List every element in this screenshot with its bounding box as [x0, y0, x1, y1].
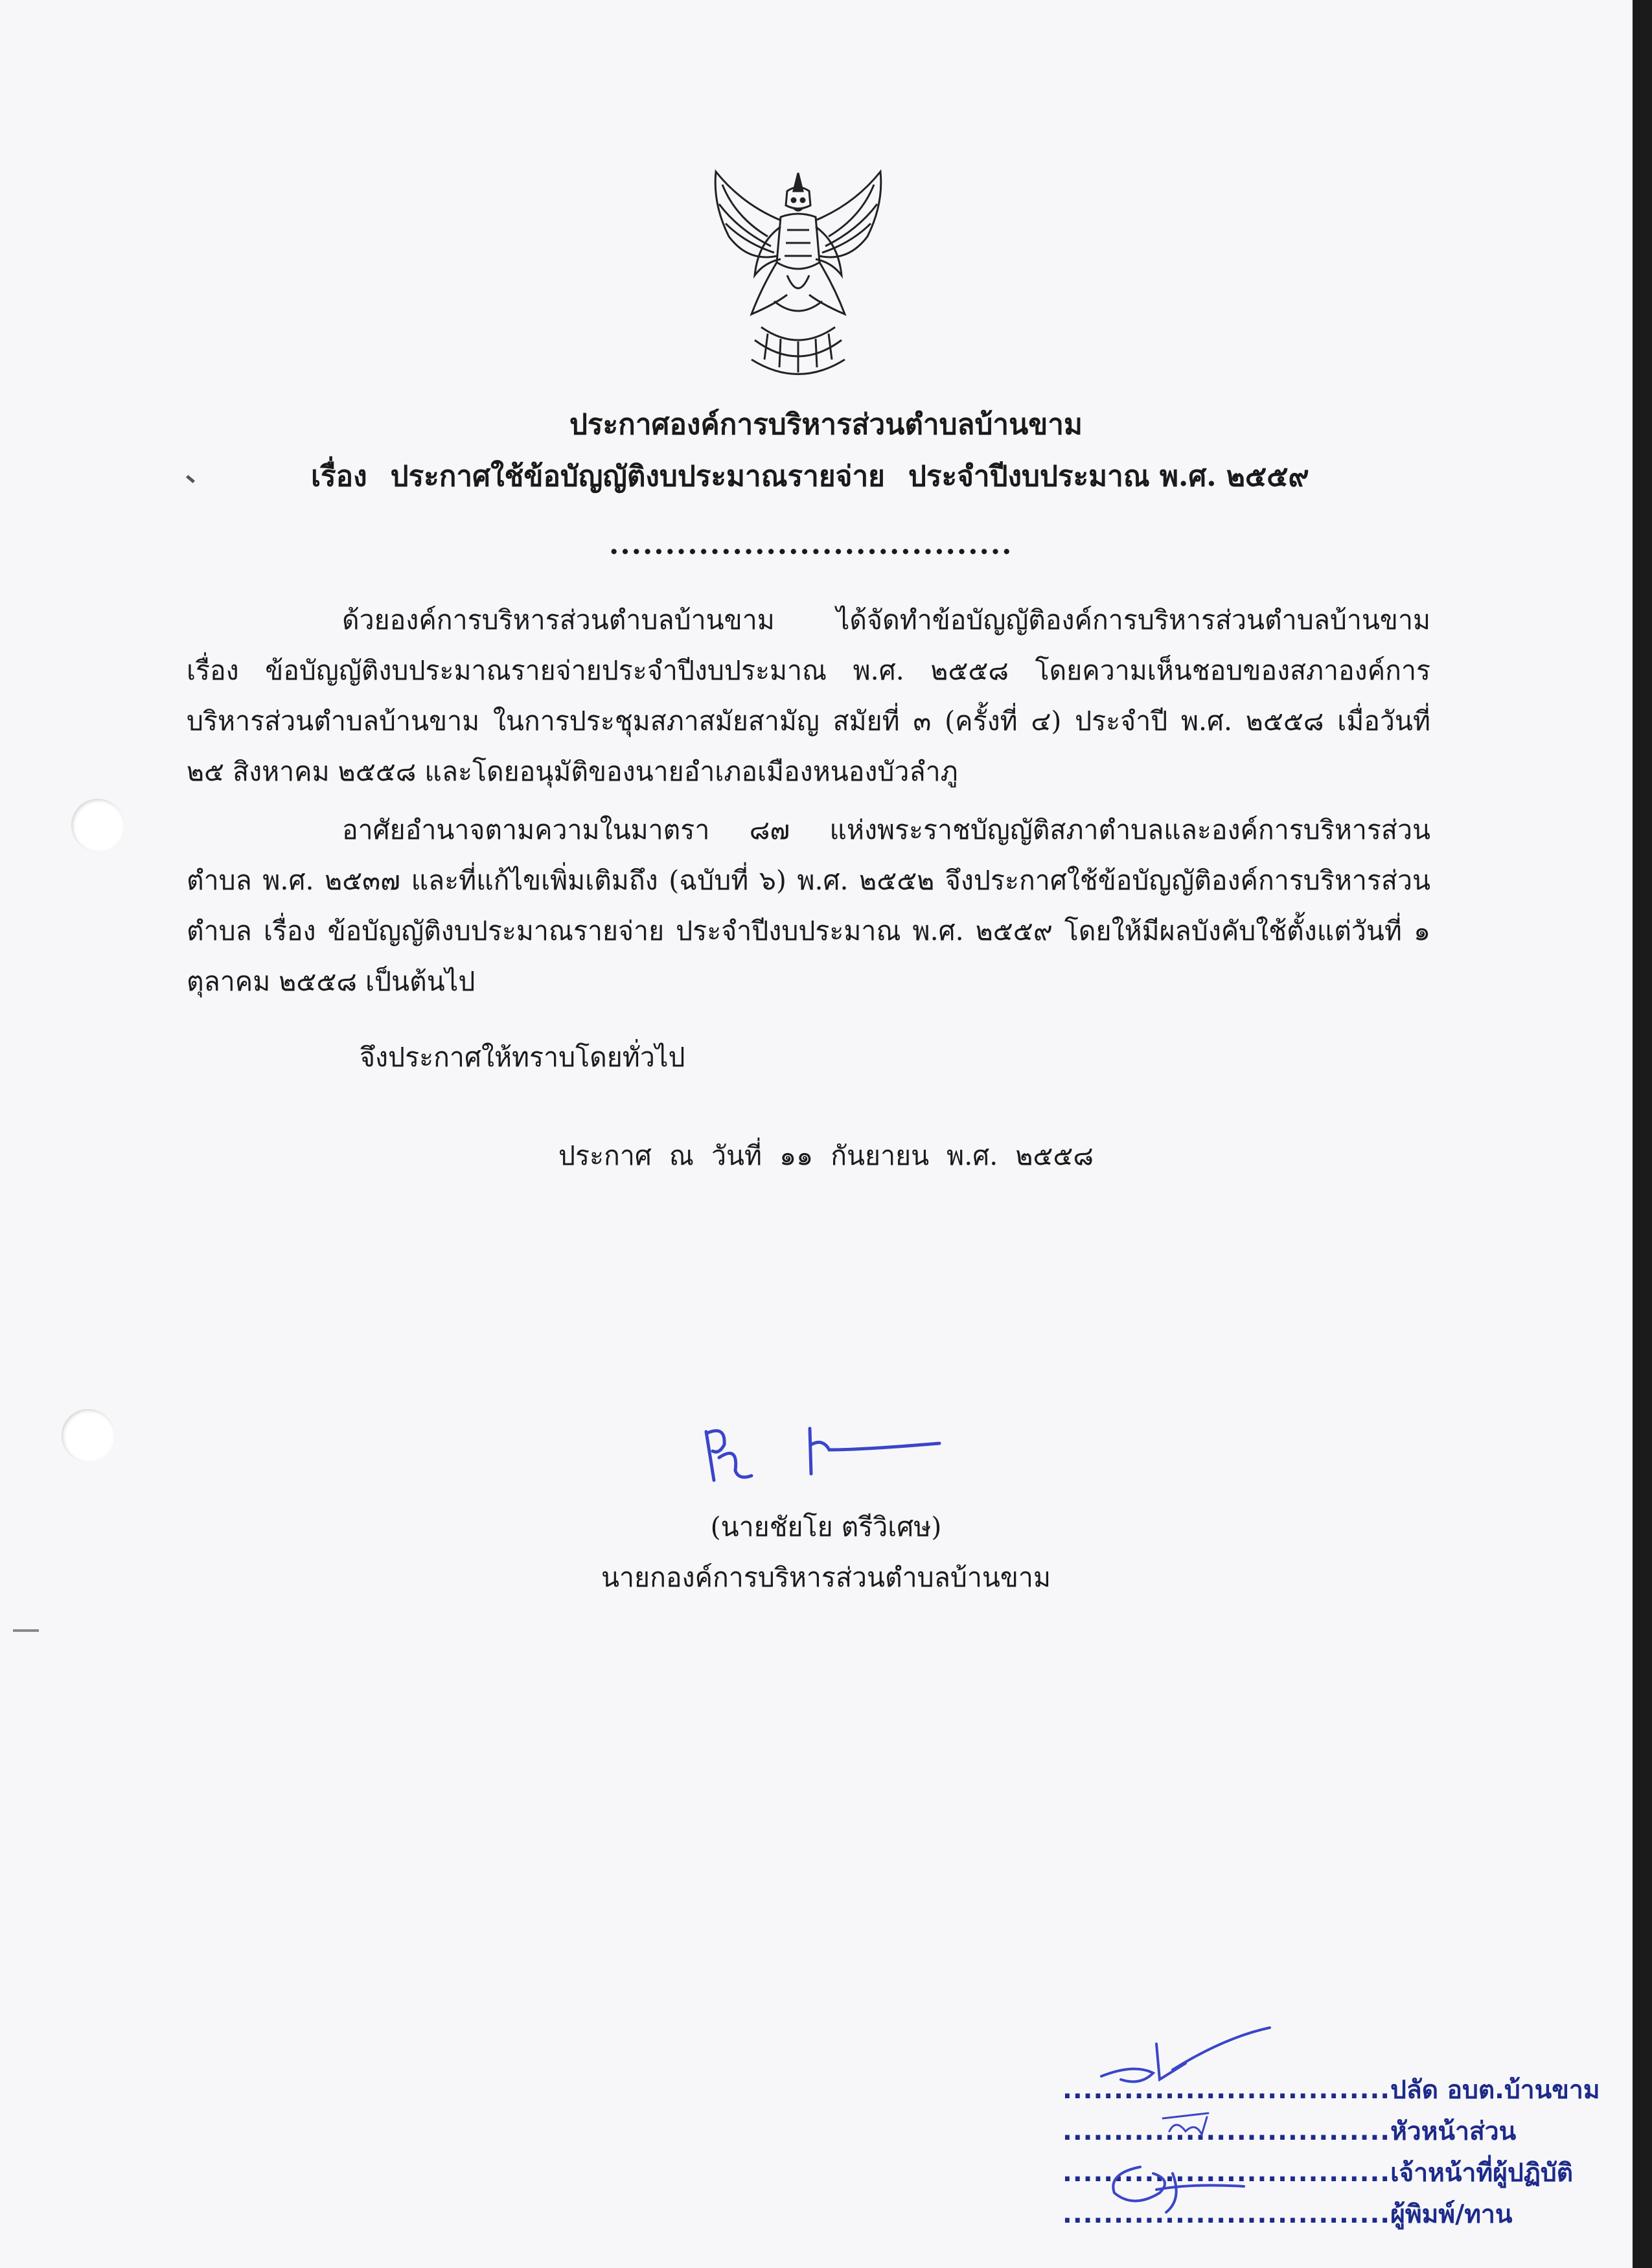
announcement-date: ประกาศ ณ วันที่ ๑๑ กันยายน พ.ศ. ๒๕๕๘	[558, 1140, 1094, 1171]
subject-text: ประกาศใช้ข้อบัญญัติงบประมาณรายจ่าย	[390, 460, 885, 493]
subject-line	[311, 453, 1333, 499]
signature-icon	[700, 1419, 946, 1490]
initials-dots: ................................	[1062, 2117, 1391, 2146]
initials-row-typist	[1062, 2194, 1516, 2236]
body-paragraph-2: อาศัยอำนาจตามความในมาตรา ๘๗ แห่งพระราชบัญญัติสภาตำบลและองค์การบริหารส่วนตำบล พ.ศ. ๒๕๓๗ และที่แก้ไขเพิ่มเติมถึง (ฉบับที่ ๖) พ.ศ. ๒๕๕๒ จึงประกาศใช้ข้อบัญญัติองค์การบริหารส่วนตำบล เรื่อง ข้อบัญญัติงบประมาณรายจ่าย ประจำปีงบประมาณ พ.ศ. ๒๕๕๙ โดยให้มีผลบังคับใช้ตั้งแต่วันที่ ๑ ตุลาคม ๒๕๕๘ เป็นต้นไป	[187, 814, 1430, 997]
subject-label: เรื่อง	[311, 460, 367, 493]
scan-page-edge	[1633, 0, 1652, 2268]
initials-role: ปลัด อบต.บ้านขาม	[1390, 2076, 1600, 2105]
initials-role: ผู้พิมพ์/ทาน	[1390, 2200, 1513, 2229]
signer-name: (นายชัยโย ตรีวิเศษ)	[710, 1511, 942, 1542]
punch-hole-bottom	[62, 1409, 115, 1462]
body-paragraph-1: ด้วยองค์การบริหารส่วนตำบลบ้านขาม ได้จัดทำข้อบัญญัติองค์การบริหารส่วนตำบลบ้านขาม เรื่อง ข้อบัญญัติงบประมาณรายจ่ายประจำปีงบประมาณ พ.ศ. ๒๕๕๘ โดยความเห็นชอบของสภาองค์การบริหารส่วนตำบลบ้านขาม ในการประชุมสภาสมัยสามัญ สมัยที่ ๓ (ครั้งที่ ๔) ประจำปี พ.ศ. ๒๕๕๘ เมื่อวันที่ ๒๕ สิงหาคม ๒๕๕๘ และโดยอนุมัติของนายอำเภอเมืองหนองบัวลำภู	[187, 604, 1430, 787]
scan-mark	[13, 1629, 39, 1632]
punch-hole-top	[71, 799, 124, 852]
title-separator: ....................................	[609, 528, 1013, 561]
signer-title: นายกองค์การบริหารส่วนตำบลบ้านขาม	[601, 1562, 1051, 1593]
initials-dots: ................................	[1062, 2200, 1391, 2229]
initials-role: หัวหน้าส่วน	[1390, 2117, 1517, 2146]
garuda-emblem-icon	[690, 165, 907, 389]
initials-row-officer	[1062, 2153, 1574, 2194]
initials-row-chief-administrator	[1062, 2070, 1600, 2111]
initials-role: เจ้าหน้าที่ผู้ปฏิบัติ	[1390, 2159, 1574, 2188]
initials-dots: ................................	[1062, 2076, 1391, 2105]
approval-initials-block	[1062, 2070, 1600, 2236]
subject-fiscal-year: ประจำปีงบประมาณ พ.ศ. ๒๕๕๙	[908, 460, 1309, 493]
document-title: ประกาศองค์การบริหารส่วนตำบลบ้านขาม	[569, 408, 1083, 441]
initials-row-division-head	[1062, 2111, 1516, 2153]
scan-mark	[186, 475, 195, 483]
closing-statement: จึงประกาศให้ทราบโดยทั่วไป	[360, 1042, 685, 1073]
initials-dots: ................................	[1062, 2159, 1391, 2188]
